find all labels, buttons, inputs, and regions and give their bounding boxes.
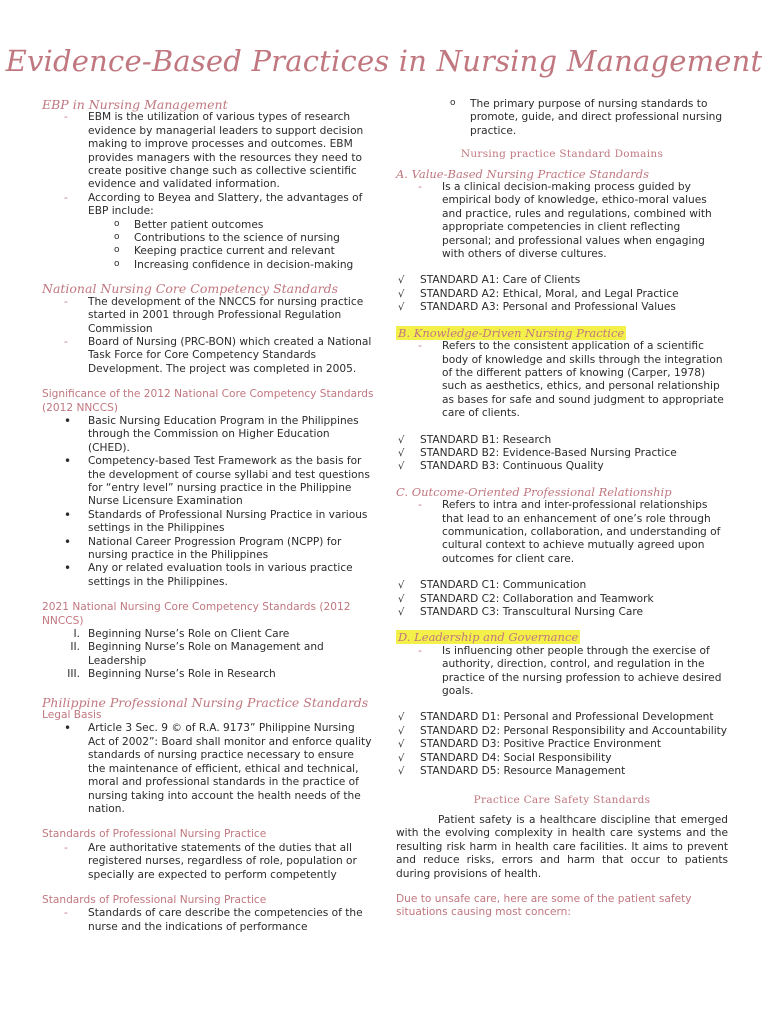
list-item: - Is influencing other people through the exercise of authority, direction, control, and regulation in the practice of the nursing profession to achieve desired goals. bbox=[396, 645, 728, 699]
domain-c-desc bbox=[396, 499, 728, 566]
list-item: √ STANDARD B2: Evidence-Based Nursing Practice bbox=[396, 447, 728, 460]
domain-d-standards bbox=[396, 711, 728, 778]
domain-a-desc bbox=[396, 181, 728, 261]
nnccs-2021-list bbox=[42, 628, 374, 682]
list-item: √ STANDARD A2: Ethical, Moral, and Legal Practice bbox=[396, 288, 728, 301]
nnccs-heading: National Nursing Core Competency Standards bbox=[42, 281, 339, 297]
list-item: - Board of Nursing (PRC-BON) which created a National Task Force for Core Competency Standards Development. The project was completed in 2005. bbox=[42, 336, 374, 376]
list-item: - EBM is the utilization of various types of research evidence by managerial leaders to support decision making to improve processes and outcomes. EBM provides managers with the resources they need to create positive change such as collective scientific evidence and validated information. bbox=[42, 111, 374, 191]
page-title: Evidence-Based Practices in Nursing Management bbox=[5, 44, 763, 78]
sopnp-heading-1: Standards of Professional Nursing Practice bbox=[42, 828, 267, 841]
list-item: √ STANDARD D2: Personal Responsibility and Accountability bbox=[396, 725, 728, 738]
list-number: III. bbox=[67, 668, 80, 681]
list-item bbox=[42, 641, 374, 668]
ppnps-heading: Philippine Professional Nursing Practice Standards bbox=[42, 694, 369, 710]
nnccs-2021-heading: 2021 National Nursing Core Competency Standards (2012 NNCCS) bbox=[42, 601, 351, 627]
list-text: Beginning Nurse’s Role on Management and Leadership bbox=[88, 641, 324, 667]
domain-c-standards bbox=[396, 579, 728, 619]
list-item: √ STANDARD D5: Resource Management bbox=[396, 765, 728, 778]
list-item: - According to Beyea and Slattery, the advantages of EBP include: bbox=[42, 192, 374, 219]
list-item: √ STANDARD C3: Transcultural Nursing Care bbox=[396, 606, 728, 619]
ebp-heading: EBP in Nursing Management bbox=[42, 97, 228, 112]
list-number: I. bbox=[73, 628, 80, 641]
list-item: - Standards of care describe the competencies of the nurse and the indications of performance bbox=[42, 907, 374, 934]
list-number: II. bbox=[70, 641, 80, 654]
list-item: √ STANDARD D1: Personal and Professional Development bbox=[396, 711, 728, 724]
list-item: • Competency-based Test Framework as the basis for the development of course syllabi and test questions for “entry level” nursing practice in the Philippine Nurse Licensure Examination bbox=[42, 455, 374, 509]
list-item: √ STANDARD B1: Research bbox=[396, 434, 728, 447]
list-item: o Increasing confidence in decision-making bbox=[42, 259, 374, 272]
domains-heading: Nursing practice Standard Domains bbox=[460, 148, 664, 161]
list-item: √ STANDARD D3: Positive Practice Environment bbox=[396, 738, 728, 751]
list-item: √ STANDARD C2: Collaboration and Teamwork bbox=[396, 593, 728, 606]
sopnp-list-2 bbox=[42, 907, 374, 934]
significance-heading: Significance of the 2012 National Core Competency Standards (2012 NNCCS) bbox=[42, 388, 374, 414]
list-item: • Basic Nursing Education Program in the Philippines through the Commission on Higher Education (CHED). bbox=[42, 415, 374, 455]
ebp-advantages-list bbox=[42, 219, 374, 273]
list-item: - Is a clinical decision-making process guided by empirical body of knowledge, ethico-moral values and practice, rules and regulations, combined with appropriate competencies in client reflecting personal; and professional values when engaging with others of diverse cultures. bbox=[396, 181, 728, 261]
left-column bbox=[42, 98, 374, 934]
list-item: - Refers to intra and inter-professional relationships that lead to an enhancement of one’s role through communication, collaboration, and understanding of cultural context to achieve mutually agreed upon outcomes for client care. bbox=[396, 499, 728, 566]
list-item: o Contributions to the science of nursing bbox=[42, 232, 374, 245]
purpose-list bbox=[378, 98, 728, 138]
safety-paragraph: Patient safety is a healthcare discipline that emerged with the evolving complexity in health care systems and the resulting risk harm in health care facilities. It aims to prevent and reduce risks, errors and harm that occur to patients during provisions of health. bbox=[396, 813, 728, 880]
list-item: o Keeping practice current and relevant bbox=[42, 245, 374, 258]
legal-basis-list bbox=[42, 722, 374, 816]
nnccs-list bbox=[42, 296, 374, 376]
domain-d-heading bbox=[396, 631, 728, 644]
list-item: o Better patient outcomes bbox=[42, 219, 374, 232]
list-item bbox=[42, 668, 374, 681]
list-item bbox=[42, 628, 374, 641]
list-item: √ STANDARD D4: Social Responsibility bbox=[396, 752, 728, 765]
safety-concern: Due to unsafe care, here are some of the patient safety situations causing most concern: bbox=[396, 892, 692, 919]
domain-c-heading: C. Outcome-Oriented Professional Relationship bbox=[396, 484, 672, 499]
sopnp-list-1 bbox=[42, 842, 374, 882]
list-item: √ STANDARD C1: Communication bbox=[396, 579, 728, 592]
list-item: √ STANDARD A3: Personal and Professional Values bbox=[396, 301, 728, 314]
list-item: • Article 3 Sec. 9 © of R.A. 9173” Philippine Nursing Act of 2002”: Board shall monitor and enforce quality standards of nursing practice necessary to ensure the maintenance of efficient, ethical and technical, moral and professional standards in the practice of nursing taking into account the health needs of the nation. bbox=[42, 722, 374, 816]
significance-list bbox=[42, 415, 374, 589]
list-text: Beginning Nurse’s Role on Client Care bbox=[88, 628, 290, 641]
list-item: o The primary purpose of nursing standards to promote, guide, and direct professional nursing practice. bbox=[378, 98, 728, 138]
list-item: • Any or related evaluation tools in various practice settings in the Philippines. bbox=[42, 562, 374, 589]
domain-d-desc bbox=[396, 645, 728, 699]
domain-b-desc bbox=[396, 340, 728, 420]
list-item: • National Career Progression Program (NCPP) for nursing practice in the Philippines bbox=[42, 536, 374, 563]
ebp-list bbox=[42, 111, 374, 218]
list-item: √ STANDARD A1: Care of Clients bbox=[396, 274, 728, 287]
sopnp-heading-2: Standards of Professional Nursing Practice bbox=[42, 893, 267, 906]
list-item: - The development of the NNCCS for nursing practice started in 2001 through Professional Regulation Commission bbox=[42, 296, 374, 336]
list-item: • Standards of Professional Nursing Practice in various settings in the Philippines bbox=[42, 509, 374, 536]
domain-b-heading bbox=[396, 327, 728, 340]
legal-basis-heading: Legal Basis bbox=[42, 709, 102, 722]
list-text: Beginning Nurse’s Role in Research bbox=[88, 668, 276, 681]
list-item: - Refers to the consistent application of a scientific body of knowledge and skills through the integration of the different patters of knowing (Carper, 1978) such as aesthetics, ethics, and personal relationship as bases for safe and sound judgment to appropriate care of clients. bbox=[396, 340, 728, 420]
list-item: - Are authoritative statements of the duties that all registered nurses, regardless of role, population or specially are expected to perform competently bbox=[42, 842, 374, 882]
list-item: √ STANDARD B3: Continuous Quality bbox=[396, 460, 728, 473]
highlight: B. Knowledge-Driven Nursing Practice bbox=[398, 325, 625, 340]
right-column bbox=[396, 98, 728, 920]
safety-heading: Practice Care Safety Standards bbox=[473, 794, 651, 807]
highlight: D. Leadership and Governance bbox=[398, 630, 579, 645]
domain-a-heading: A. Value-Based Nursing Practice Standards bbox=[396, 166, 649, 181]
domain-b-standards bbox=[396, 434, 728, 474]
domain-a-standards bbox=[396, 274, 728, 314]
